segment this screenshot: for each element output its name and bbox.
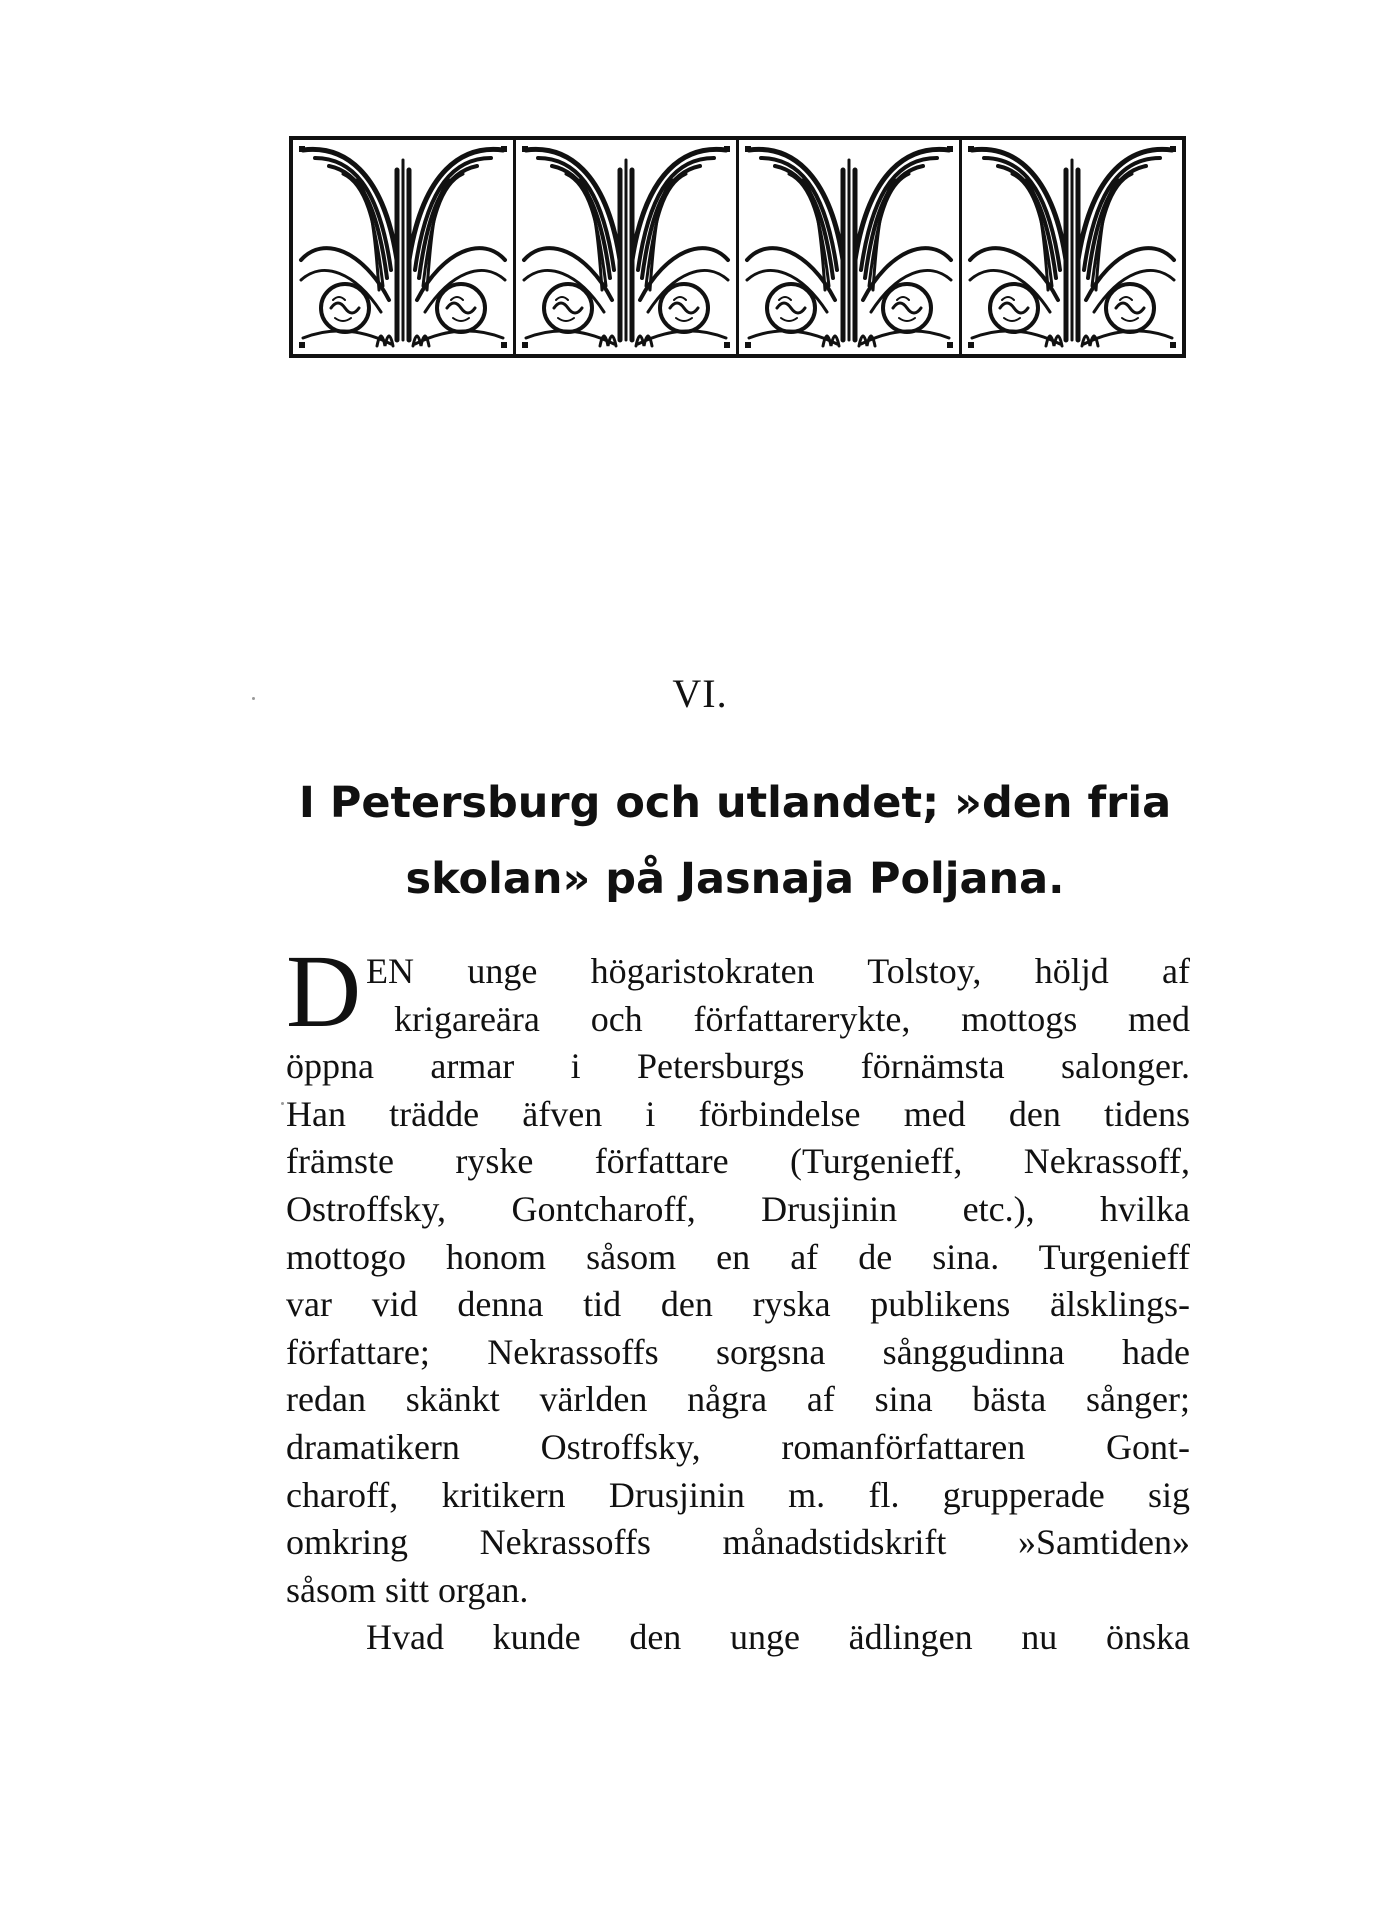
text-line: såsom sitt organ. — [286, 1569, 529, 1610]
chapter-title-line-1: I Petersburg och utlandet; »den fria — [298, 778, 1172, 828]
ornament-panel — [739, 140, 962, 354]
text-line: omkring Nekrassoffs månadstidskrift »Samtiden» — [286, 1522, 1190, 1563]
text-line: charoff, kritikern Drusjinin m. fl. grupperade sig — [286, 1474, 1190, 1515]
ornament-motif-icon — [962, 140, 1182, 354]
ornament-panel — [293, 140, 516, 354]
chapter-number: VI. — [672, 671, 728, 716]
ornament-motif-icon — [739, 140, 959, 354]
chapter-title-line-2: skolan» på Jasnaja Poljana. — [405, 854, 1065, 904]
text-line: mottogo honom såsom en af de sina. Turgenieff — [286, 1236, 1190, 1277]
text-line: författare; Nekrassoffs sorgsna sånggudinna hade — [286, 1331, 1190, 1372]
ornament-panel — [516, 140, 739, 354]
text-line: Hvad kunde den unge ädlingen nu önska — [366, 1617, 1190, 1658]
ornament-panel — [962, 140, 1182, 354]
text-line: krigareära och författarerykte, mottogs med — [394, 998, 1190, 1039]
text-line: redan skänkt världen några af sina bästa sånger; — [286, 1379, 1190, 1420]
print-speck — [281, 1102, 284, 1105]
text-line: Ostroffsky, Gontcharoff, Drusjinin etc.), hvilka — [286, 1188, 1190, 1229]
text-line: främste ryske författare (Turgenieff, Nekrassoff, — [286, 1141, 1190, 1182]
drop-cap: D — [286, 934, 362, 1049]
print-speck — [252, 697, 255, 700]
chapter-title — [280, 765, 1190, 917]
text-line: var vid denna tid den ryska publikens älsklings- — [286, 1284, 1190, 1325]
ornamental-header-band — [289, 136, 1186, 358]
body-text — [286, 934, 1190, 1662]
ornament-motif-icon — [516, 140, 736, 354]
text-line: Han trädde äfven i förbindelse med den tidens — [286, 1093, 1190, 1134]
ornament-motif-icon — [293, 140, 513, 354]
text-line: dramatikern Ostroffsky, romanförfattaren Gont- — [286, 1426, 1190, 1467]
text-line: EN unge högaristokraten Tolstoy, höljd af — [366, 951, 1190, 991]
text-line: öppna armar i Petersburgs förnämsta salonger. — [286, 1046, 1190, 1087]
